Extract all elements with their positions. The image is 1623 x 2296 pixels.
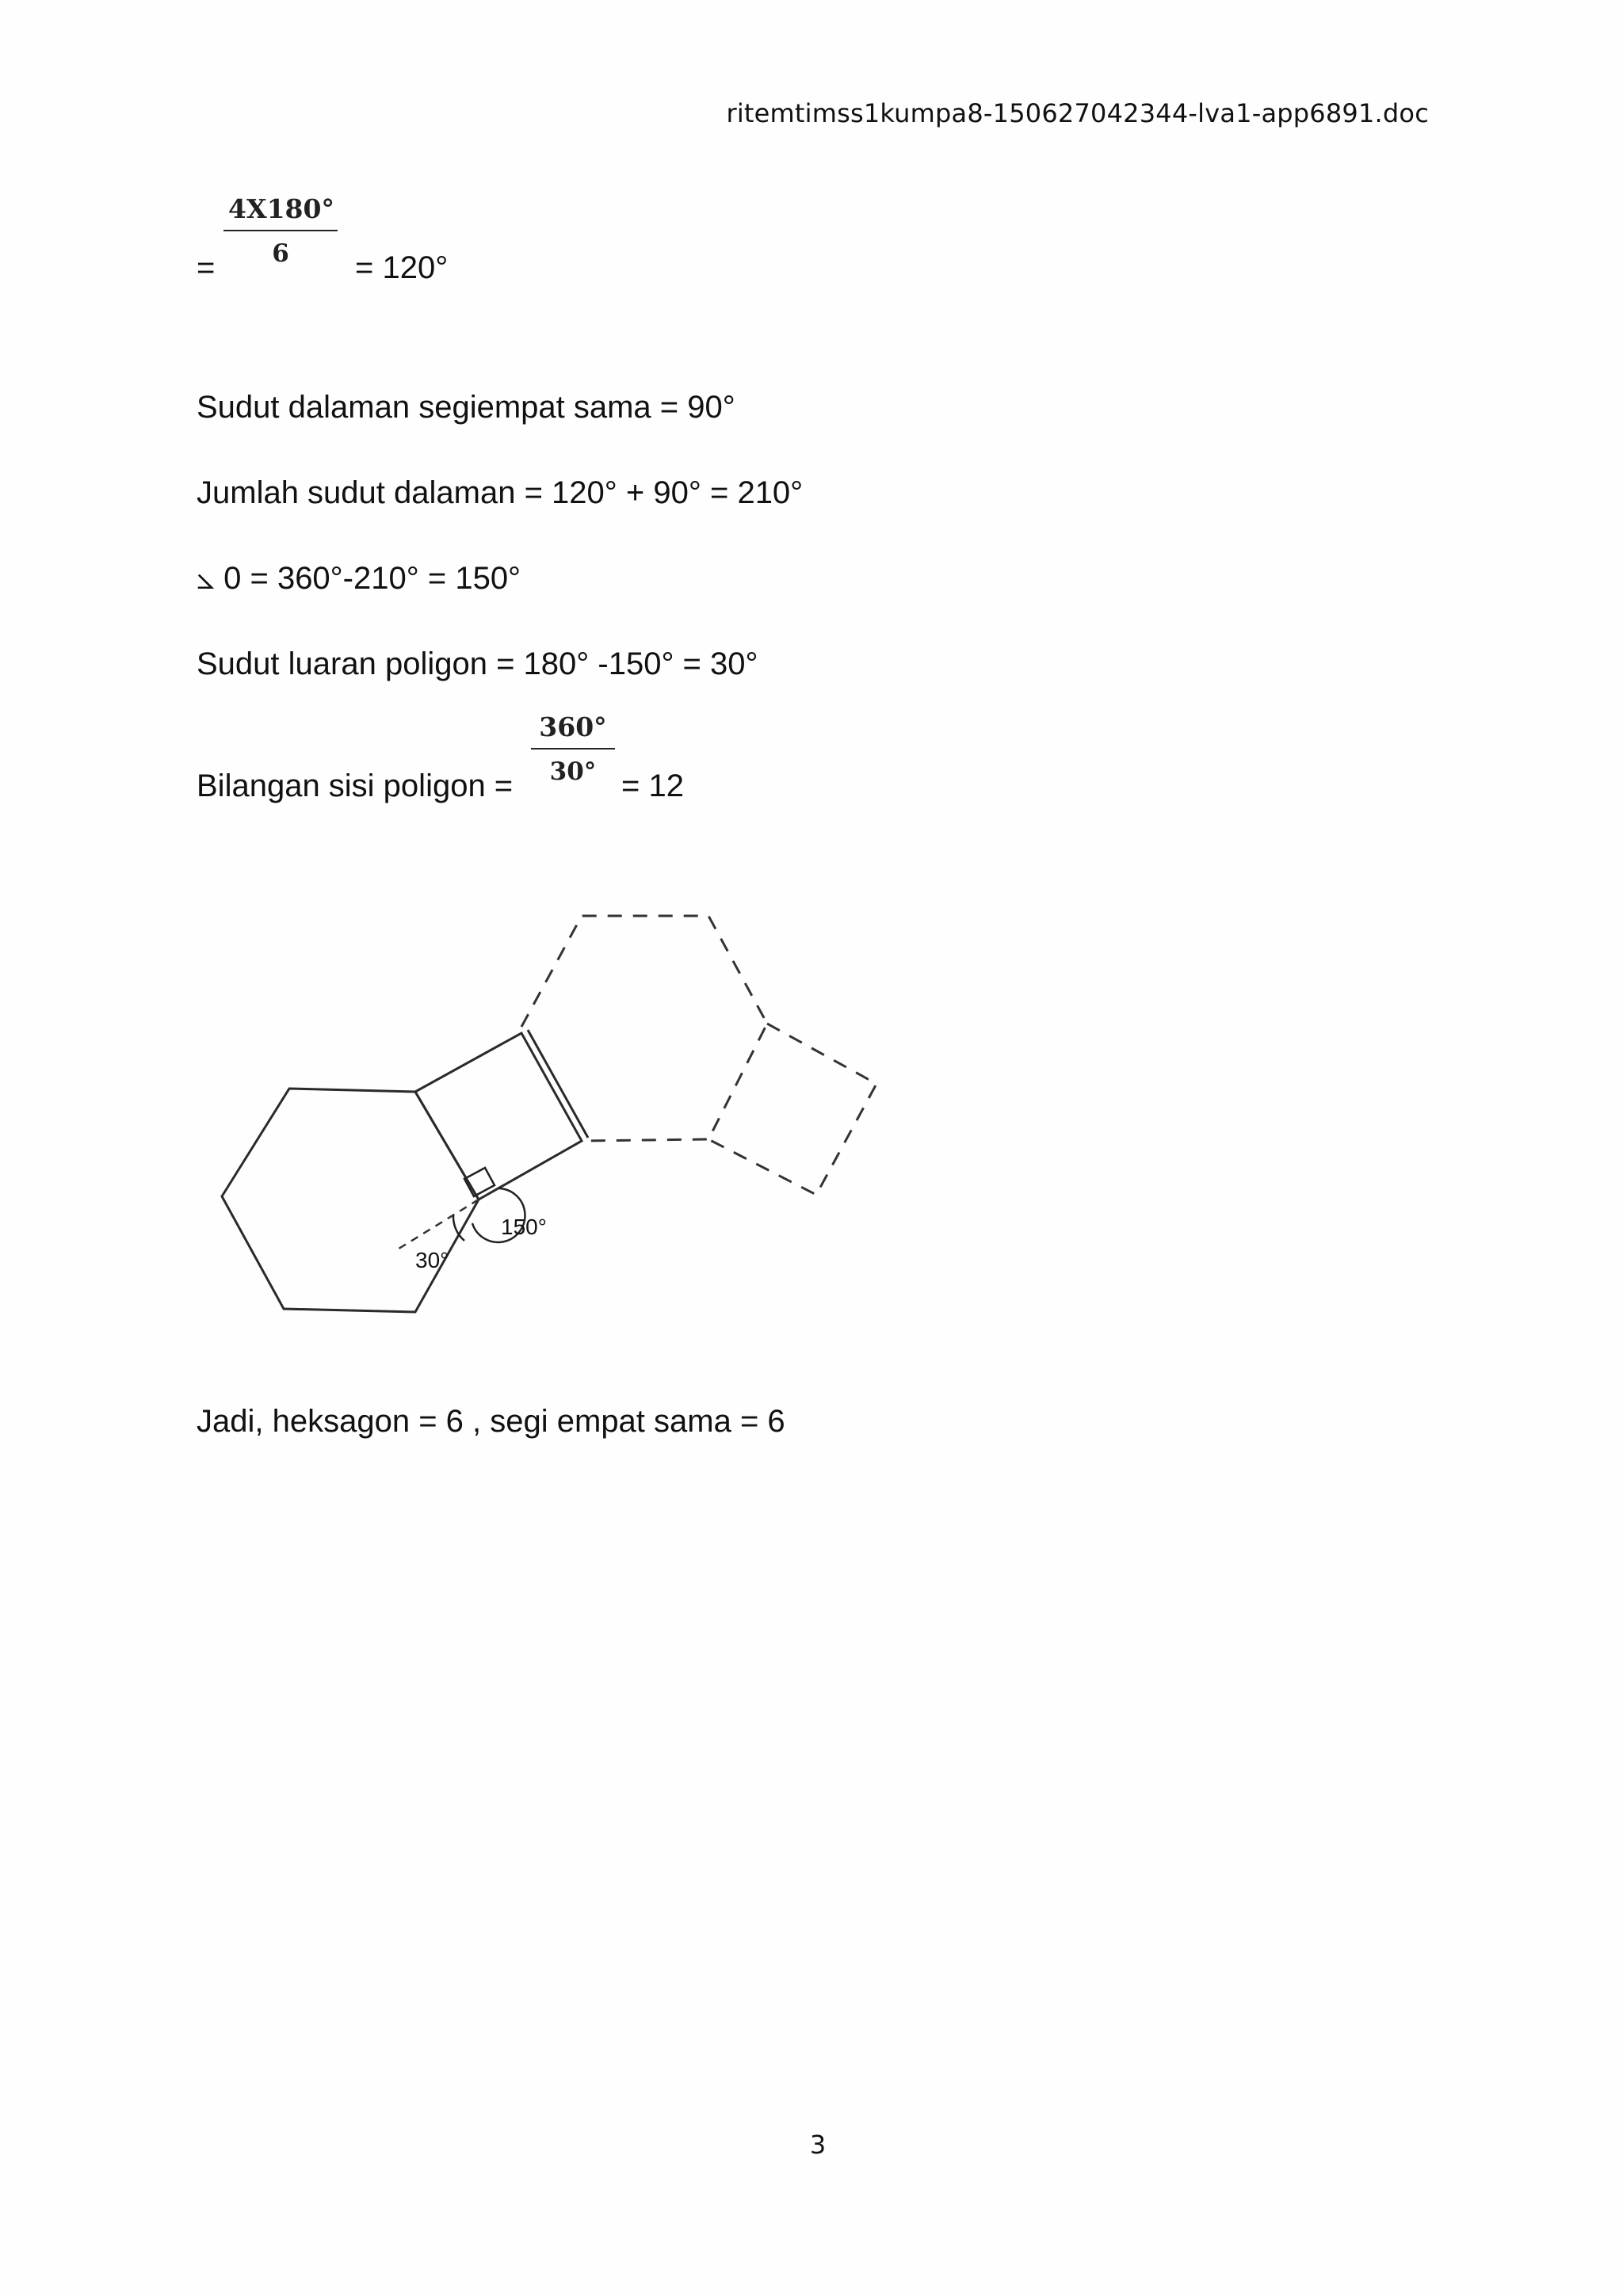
label-150-degrees: 150° — [501, 1215, 547, 1239]
page-number: 3 — [809, 2130, 827, 2160]
fraction-denominator: 6 — [272, 239, 289, 268]
text-sides-result: = 12 — [621, 769, 684, 803]
text-sides-label: Bilangan sisi poligon = — [197, 769, 514, 803]
solid-square — [415, 1033, 582, 1199]
fraction-numerator: 4X180° — [223, 193, 338, 231]
dashed-hexagon — [521, 916, 767, 1141]
text-square-interior-angle: Sudut dalaman segiempat sama = 90° — [197, 390, 735, 425]
square-double-edge — [528, 1030, 588, 1138]
fraction-denominator: 30° — [549, 757, 597, 786]
equation-lhs: = — [197, 250, 216, 285]
label-30-degrees: 30° — [415, 1248, 449, 1272]
text-conclusion: Jadi, heksagon = 6 , segi empat sama = 6 — [197, 1404, 785, 1439]
solid-hexagon — [222, 1089, 479, 1312]
text-sum-interior-angles: Jumlah sudut dalaman = 120° + 90° = 210° — [197, 475, 804, 510]
equation-result: = 120° — [355, 250, 449, 285]
header-filename: ritemtimss1kumpa8-150627042344-lva1-app6891.doc — [726, 98, 1429, 128]
text-exterior-angle: Sudut luaran poligon = 180° -150° = 30° — [197, 646, 758, 681]
text-angle-o: ⦣ 0 = 360°-210° = 150° — [197, 561, 521, 596]
dashed-square — [708, 1024, 876, 1195]
exterior-angle-extension — [396, 1199, 479, 1250]
fraction-numerator: 360° — [531, 711, 615, 749]
